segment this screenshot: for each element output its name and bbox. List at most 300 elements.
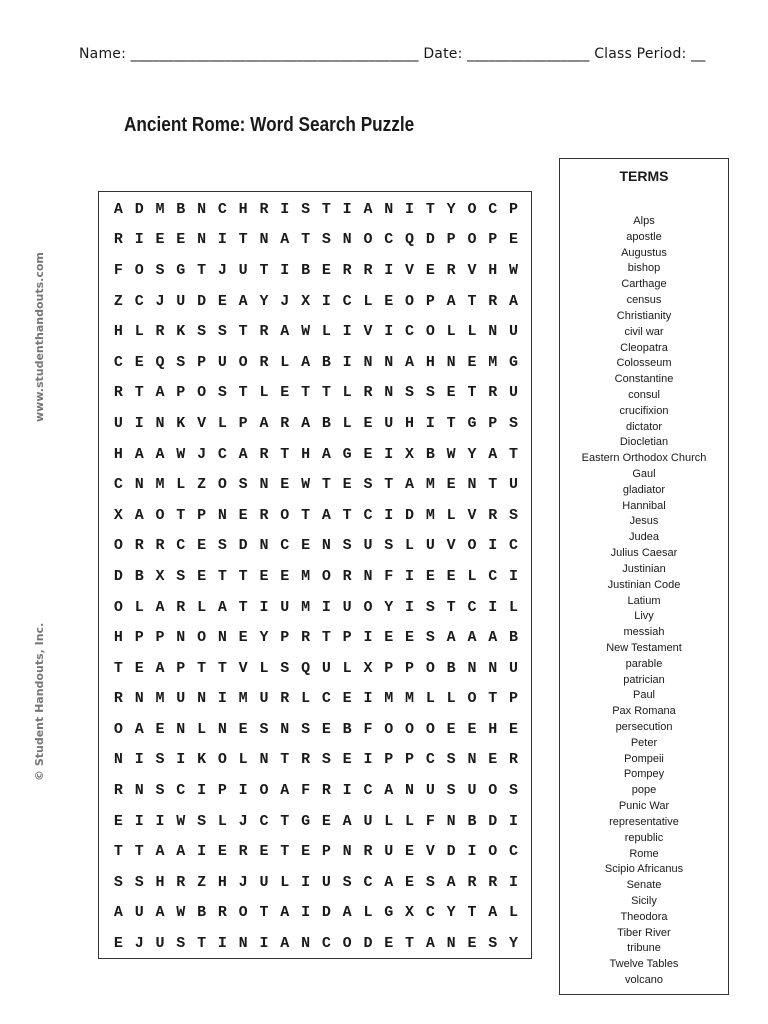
word-search-grid	[98, 191, 532, 959]
grid-letter: F	[384, 567, 394, 585]
grid-letter: J	[155, 292, 165, 310]
grid-letter: M	[425, 476, 435, 494]
grid-letter: H	[238, 200, 248, 218]
grid-letter: S	[176, 353, 186, 371]
grid-letter: Z	[197, 873, 207, 891]
term-item: consul	[628, 388, 660, 401]
grid-letter: T	[238, 323, 248, 341]
grid-letter: H	[113, 445, 123, 463]
grid-letter: C	[217, 445, 227, 463]
grid-letter: T	[259, 904, 269, 922]
grid-letter: E	[467, 353, 477, 371]
grid-letter: R	[301, 751, 311, 769]
grid-letter: Y	[259, 629, 269, 647]
grid-letter: I	[134, 231, 144, 249]
grid-letter: C	[488, 200, 498, 218]
grid-letter: C	[259, 812, 269, 830]
grid-letter: N	[446, 353, 456, 371]
grid-letter: E	[342, 751, 352, 769]
term-item: Scipio Africanus	[604, 863, 684, 876]
grid-letter: H	[488, 261, 498, 279]
grid-letter: D	[238, 537, 248, 555]
grid-letter: C	[176, 537, 186, 555]
grid-letter: T	[238, 567, 248, 585]
grid-letter: E	[238, 506, 248, 524]
term-item: parable	[625, 657, 663, 670]
grid-letter: Y	[509, 935, 519, 953]
term-item: volcano	[625, 974, 663, 986]
term-item: crucifixion	[619, 404, 669, 417]
grid-letter: R	[259, 506, 269, 524]
grid-letter: P	[155, 629, 165, 647]
grid-letter: A	[280, 935, 290, 953]
grid-letter: R	[259, 445, 269, 463]
grid-letter: I	[342, 200, 352, 218]
grid-letter: P	[405, 659, 415, 677]
grid-letter: E	[197, 537, 207, 555]
grid-letter: N	[238, 935, 248, 953]
grid-letter: K	[176, 414, 186, 432]
grid-letter: B	[321, 353, 331, 371]
grid-letter: H	[425, 353, 435, 371]
grid-letter: T	[321, 629, 331, 647]
grid-letter: U	[384, 414, 394, 432]
grid-letter: I	[280, 261, 290, 279]
grid-letter: H	[113, 323, 123, 341]
grid-letter: T	[488, 476, 498, 494]
grid-letter: P	[446, 231, 456, 249]
grid-letter: R	[113, 384, 123, 402]
grid-letter: C	[405, 323, 415, 341]
grid-letter: S	[176, 935, 186, 953]
grid-letter: E	[342, 690, 352, 708]
grid-letter: E	[259, 843, 269, 861]
grid-letter: E	[280, 567, 290, 585]
grid-letter: U	[342, 598, 352, 616]
grid-letter: L	[321, 323, 331, 341]
grid-letter: E	[425, 567, 435, 585]
grid-row	[108, 408, 524, 439]
grid-letter: I	[509, 567, 519, 585]
grid-letter: O	[342, 935, 352, 953]
grid-letter: D	[321, 904, 331, 922]
grid-letter: U	[259, 873, 269, 891]
term-item: Eastern Orthodox Church	[581, 452, 707, 465]
grid-letter: L	[238, 751, 248, 769]
grid-letter: S	[425, 384, 435, 402]
grid-letter: A	[446, 873, 456, 891]
grid-letter: O	[113, 537, 123, 555]
grid-letter: R	[155, 537, 165, 555]
grid-letter: L	[509, 598, 519, 616]
grid-letter: O	[467, 690, 477, 708]
grid-letter: T	[238, 598, 248, 616]
grid-letter: O	[197, 384, 207, 402]
term-item: Pompey	[623, 768, 665, 781]
grid-row	[108, 255, 524, 286]
grid-letter: U	[280, 598, 290, 616]
grid-letter: R	[280, 690, 290, 708]
grid-letter: A	[155, 445, 165, 463]
term-item: Rome	[629, 847, 659, 860]
term-item: Christianity	[616, 309, 672, 322]
grid-letter: S	[425, 598, 435, 616]
grid-letter: X	[113, 506, 123, 524]
grid-letter: E	[113, 935, 123, 953]
grid-letter: U	[113, 414, 123, 432]
grid-letter: N	[301, 935, 311, 953]
grid-letter: G	[176, 261, 186, 279]
grid-letter: J	[280, 292, 290, 310]
grid-letter: I	[342, 323, 352, 341]
grid-letter: R	[113, 231, 123, 249]
grid-letter: S	[384, 537, 394, 555]
terms-list	[560, 214, 728, 989]
grid-row	[108, 500, 524, 531]
grid-letter: E	[217, 292, 227, 310]
term-item: dictator	[625, 420, 663, 433]
term-item: Livy	[634, 610, 654, 623]
grid-letter: S	[509, 782, 519, 800]
grid-letter: R	[259, 200, 269, 218]
grid-letter: T	[301, 384, 311, 402]
grid-letter: X	[363, 659, 373, 677]
grid-letter: O	[488, 782, 498, 800]
grid-letter: S	[509, 506, 519, 524]
grid-letter: P	[176, 659, 186, 677]
grid-letter: D	[446, 843, 456, 861]
grid-letter: C	[363, 782, 373, 800]
grid-letter: L	[342, 659, 352, 677]
grid-letter: S	[301, 720, 311, 738]
grid-letter: L	[363, 292, 373, 310]
grid-letter: S	[488, 935, 498, 953]
grid-letter: P	[217, 782, 227, 800]
grid-letter: I	[321, 292, 331, 310]
grid-letter: F	[425, 812, 435, 830]
grid-letter: I	[425, 414, 435, 432]
grid-letter: T	[467, 384, 477, 402]
grid-letter: G	[342, 445, 352, 463]
grid-letter: U	[176, 292, 186, 310]
grid-letter: I	[134, 414, 144, 432]
grid-letter: E	[217, 843, 227, 861]
grid-letter: L	[446, 506, 456, 524]
grid-letter: O	[384, 720, 394, 738]
grid-letter: B	[509, 629, 519, 647]
grid-letter: I	[384, 261, 394, 279]
grid-letter: S	[280, 659, 290, 677]
grid-letter: L	[509, 904, 519, 922]
grid-letter: E	[363, 445, 373, 463]
grid-letter: T	[446, 598, 456, 616]
grid-letter: Q	[405, 231, 415, 249]
grid-letter: R	[363, 843, 373, 861]
grid-letter: L	[134, 598, 144, 616]
grid-letter: S	[405, 384, 415, 402]
grid-letter: I	[467, 843, 477, 861]
grid-letter: C	[509, 843, 519, 861]
grid-letter: P	[405, 751, 415, 769]
grid-letter: S	[425, 873, 435, 891]
grid-letter: P	[280, 629, 290, 647]
grid-letter: T	[467, 292, 477, 310]
grid-letter: V	[467, 506, 477, 524]
term-item: Colosseum	[616, 357, 672, 370]
grid-letter: T	[280, 812, 290, 830]
term-item: Paul	[632, 689, 656, 702]
grid-letter: O	[405, 292, 415, 310]
grid-letter: E	[509, 231, 519, 249]
grid-letter: A	[155, 843, 165, 861]
grid-letter: T	[217, 659, 227, 677]
grid-letter: U	[217, 353, 227, 371]
grid-letter: P	[238, 414, 248, 432]
grid-letter: A	[384, 873, 394, 891]
grid-letter: Y	[259, 292, 269, 310]
grid-letter: T	[425, 200, 435, 218]
grid-letter: P	[488, 231, 498, 249]
grid-letter: A	[405, 476, 415, 494]
grid-letter: D	[134, 200, 144, 218]
grid-letter: E	[467, 720, 477, 738]
grid-letter: L	[342, 414, 352, 432]
grid-letter: M	[155, 200, 165, 218]
grid-letter: R	[134, 537, 144, 555]
grid-letter: A	[176, 843, 186, 861]
grid-letter: L	[217, 812, 227, 830]
grid-letter: B	[425, 445, 435, 463]
grid-letter: N	[321, 537, 331, 555]
grid-letter: G	[467, 414, 477, 432]
grid-letter: T	[197, 935, 207, 953]
grid-letter: N	[259, 537, 269, 555]
grid-letter: A	[425, 935, 435, 953]
grid-letter: U	[321, 659, 331, 677]
grid-letter: G	[384, 904, 394, 922]
grid-letter: E	[259, 567, 269, 585]
grid-letter: L	[467, 567, 477, 585]
grid-letter: N	[134, 476, 144, 494]
grid-row	[108, 561, 524, 592]
grid-letter: O	[363, 598, 373, 616]
grid-letter: V	[405, 261, 415, 279]
grid-letter: I	[384, 323, 394, 341]
grid-letter: N	[384, 353, 394, 371]
grid-letter: N	[155, 414, 165, 432]
grid-letter: U	[259, 690, 269, 708]
grid-letter: E	[488, 751, 498, 769]
grid-letter: C	[467, 598, 477, 616]
grid-letter: G	[301, 812, 311, 830]
grid-letter: I	[134, 812, 144, 830]
grid-letter: O	[425, 720, 435, 738]
grid-letter: U	[134, 904, 144, 922]
term-item: Gaul	[632, 468, 656, 480]
grid-letter: R	[342, 261, 352, 279]
grid-letter: H	[113, 629, 123, 647]
grid-letter: I	[217, 935, 227, 953]
grid-letter: P	[488, 414, 498, 432]
term-item: Diocletian	[619, 436, 669, 449]
grid-letter: X	[405, 445, 415, 463]
grid-letter: T	[509, 445, 519, 463]
grid-row	[108, 194, 524, 225]
term-item: census	[626, 294, 662, 307]
grid-letter: N	[259, 231, 269, 249]
term-item: Judea	[629, 531, 659, 544]
grid-letter: A	[238, 292, 248, 310]
grid-letter: N	[446, 812, 456, 830]
grid-letter: N	[197, 690, 207, 708]
grid-letter: F	[113, 261, 123, 279]
grid-letter: T	[238, 384, 248, 402]
grid-letter: P	[384, 659, 394, 677]
term-item: messiah	[623, 626, 665, 639]
grid-letter: C	[134, 292, 144, 310]
grid-letter: I	[321, 598, 331, 616]
grid-letter: S	[509, 414, 519, 432]
term-item: pope	[631, 784, 657, 797]
grid-letter: E	[280, 384, 290, 402]
grid-letter: S	[155, 751, 165, 769]
grid-letter: B	[321, 414, 331, 432]
grid-letter: T	[405, 935, 415, 953]
grid-letter: E	[384, 629, 394, 647]
grid-letter: J	[238, 812, 248, 830]
grid-letter: K	[176, 323, 186, 341]
grid-letter: R	[342, 567, 352, 585]
grid-letter: A	[363, 200, 373, 218]
grid-letter: S	[155, 261, 165, 279]
grid-letter: N	[467, 659, 477, 677]
grid-letter: O	[113, 598, 123, 616]
term-item: Senate	[626, 879, 662, 892]
term-item: Constantine	[614, 373, 674, 386]
grid-letter: G	[509, 353, 519, 371]
term-item: tribune	[627, 942, 661, 955]
grid-letter: C	[425, 751, 435, 769]
grid-letter: E	[134, 659, 144, 677]
grid-letter: D	[197, 292, 207, 310]
grid-letter: N	[217, 720, 227, 738]
grid-letter: M	[155, 476, 165, 494]
grid-letter: D	[113, 567, 123, 585]
term-item: Hannibal	[622, 499, 666, 512]
grid-row	[108, 347, 524, 378]
grid-letter: U	[425, 537, 435, 555]
term-item: Peter	[630, 736, 658, 749]
grid-letter: T	[446, 414, 456, 432]
term-item: representative	[609, 815, 679, 828]
grid-letter: Q	[155, 353, 165, 371]
grid-letter: I	[488, 598, 498, 616]
grid-letter: O	[321, 567, 331, 585]
grid-row	[108, 867, 524, 898]
grid-letter: N	[488, 323, 498, 341]
grid-letter: E	[238, 720, 248, 738]
grid-letter: M	[384, 690, 394, 708]
grid-letter: L	[259, 384, 269, 402]
grid-letter: I	[384, 506, 394, 524]
grid-letter: A	[113, 200, 123, 218]
grid-letter: O	[425, 659, 435, 677]
grid-letter: A	[301, 353, 311, 371]
grid-letter: R	[113, 782, 123, 800]
grid-letter: S	[301, 200, 311, 218]
grid-letter: X	[405, 904, 415, 922]
grid-letter: R	[467, 873, 477, 891]
grid-letter: S	[197, 812, 207, 830]
grid-row	[108, 286, 524, 317]
grid-letter: A	[301, 414, 311, 432]
grid-letter: C	[342, 292, 352, 310]
grid-letter: N	[363, 353, 373, 371]
term-item: Pompeii	[624, 752, 664, 765]
grid-letter: M	[405, 690, 415, 708]
grid-letter: A	[280, 904, 290, 922]
grid-letter: X	[155, 567, 165, 585]
page-title: Ancient Rome: Word Search Puzzle	[124, 114, 415, 136]
grid-row	[108, 898, 524, 929]
grid-letter: B	[467, 812, 477, 830]
grid-letter: N	[134, 690, 144, 708]
grid-letter: I	[509, 812, 519, 830]
grid-letter: A	[280, 782, 290, 800]
grid-letter: L	[217, 414, 227, 432]
grid-letter: A	[155, 384, 165, 402]
grid-letter: R	[509, 751, 519, 769]
term-item: Sicily	[631, 894, 657, 907]
grid-letter: T	[321, 384, 331, 402]
grid-row	[108, 745, 524, 776]
grid-letter: E	[176, 231, 186, 249]
grid-letter: U	[238, 261, 248, 279]
grid-letter: S	[176, 567, 186, 585]
grid-letter: E	[509, 720, 519, 738]
grid-letter: E	[321, 261, 331, 279]
grid-row	[108, 592, 524, 623]
term-item: Pax Romana	[612, 705, 676, 718]
grid-letter: T	[197, 659, 207, 677]
grid-letter: I	[217, 690, 227, 708]
grid-letter: O	[467, 537, 477, 555]
grid-letter: N	[342, 843, 352, 861]
grid-letter: E	[405, 873, 415, 891]
grid-letter: E	[155, 231, 165, 249]
copyright-notice: © Student Handouts, Inc.	[33, 622, 46, 781]
student-info-line: Name: ________________________________________ Date: _________________ Class Period: __	[79, 46, 706, 62]
grid-letter: A	[321, 506, 331, 524]
grid-letter: N	[384, 384, 394, 402]
grid-letter: P	[197, 353, 207, 371]
grid-letter: A	[446, 292, 456, 310]
term-item: Cleopatra	[620, 341, 668, 354]
grid-letter: A	[155, 598, 165, 616]
grid-letter: O	[467, 231, 477, 249]
grid-letter: R	[363, 261, 373, 279]
grid-letter: P	[509, 200, 519, 218]
grid-letter: U	[425, 782, 435, 800]
grid-letter: E	[155, 720, 165, 738]
grid-letter: S	[134, 873, 144, 891]
term-item: patrician	[623, 673, 665, 686]
grid-letter: S	[342, 873, 352, 891]
grid-letter: A	[488, 629, 498, 647]
grid-letter: N	[217, 629, 227, 647]
grid-letter: C	[488, 567, 498, 585]
grid-letter: U	[467, 782, 477, 800]
